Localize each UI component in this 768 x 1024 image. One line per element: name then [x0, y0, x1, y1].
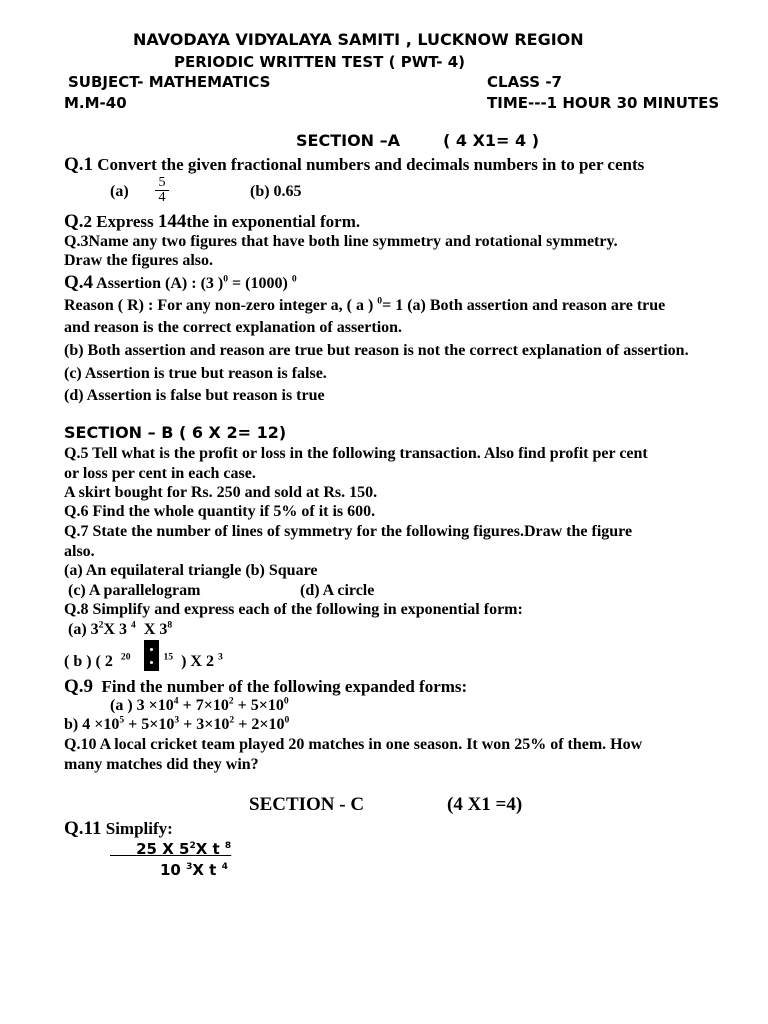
q8b-exp-2: 15	[163, 651, 174, 663]
q4-assertion-mid: = (1000)	[232, 275, 288, 292]
class-label: CLASS -7	[487, 73, 562, 91]
q9b-exp-2: 3	[174, 714, 180, 726]
q9a-term-3: + 5×10	[233, 697, 284, 714]
question-2	[64, 211, 360, 233]
q7-line-1: Q.7 State the number of lines of symmetry for the following figures.Draw the figure	[64, 523, 633, 540]
q9-number: Q.9	[64, 676, 94, 697]
q6-text: Q.6 Find the whole quantity if 5% of it is 600.	[64, 503, 376, 520]
q11-denom-term-1: 10	[160, 861, 181, 879]
q4-assertion-pre: Assertion (A) : (3 )	[96, 275, 224, 292]
q4-exp-c: 0	[377, 295, 383, 307]
test-title: PERIODIC WRITTEN TEST ( PWT- 4)	[174, 53, 466, 71]
q9b-term-4: + 2×10	[234, 716, 285, 733]
q2-pre: Express	[96, 212, 154, 231]
section-a-title: SECTION –A	[296, 131, 401, 150]
q11-text: Simplify:	[105, 819, 173, 838]
q9b-exp-4: 0	[284, 714, 290, 726]
q1-option-a-label: (a)	[110, 183, 129, 200]
q1-text: Convert the given fractional numbers and decimals numbers in to per cents	[97, 155, 645, 174]
q11-numer-exp-2: 8	[224, 841, 232, 851]
q4-option-b: (b) Both assertion and reason are true but reason is not the correct explanation of assertion.	[64, 342, 689, 359]
q7-option-d: (d) A circle	[300, 582, 375, 599]
q8a-base-2: X 3	[103, 621, 128, 638]
q11-numer-term-1: 25 X 5	[136, 840, 190, 858]
q9a-exp-3: 0	[283, 695, 289, 707]
q9-option-b	[64, 716, 289, 734]
q9a-term-2: + 7×10	[178, 697, 229, 714]
q8b-base-1: ( b ) ( 2	[64, 653, 113, 670]
q11-numerator	[110, 840, 231, 858]
q8-option-a	[68, 621, 172, 639]
q4-reason-post: = 1 (a) Both assertion and reason are true	[382, 297, 666, 314]
q11-denom-exp-1: 3	[186, 862, 193, 872]
q1-number: Q.1	[64, 154, 94, 175]
q8a-exp-3: 8	[167, 619, 173, 631]
q3-line-1: Q.3Name any two figures that have both line symmetry and rotational symmetry.	[64, 233, 618, 250]
q8a-exp-2: 4	[131, 619, 136, 631]
q9a-exp-1: 4	[173, 695, 179, 707]
q11-denom-term-2: X t	[192, 861, 217, 879]
q1-option-b: (b) 0.65	[250, 183, 302, 200]
q1-fraction-numerator: 5	[155, 176, 169, 191]
q11-denominator	[160, 861, 228, 879]
q4-number: Q.4	[64, 272, 94, 293]
q10-line-1: Q.10 A local cricket team played 20 matches in one season. It won 25% of them. How	[64, 736, 643, 753]
section-a-marks: ( 4 X1= 4 )	[443, 131, 540, 150]
section-b-title: SECTION – B ( 6 X 2= 12)	[64, 423, 287, 442]
organization-title: NAVODAYA VIDYALAYA SAMITI , LUCKNOW REGION	[133, 30, 584, 49]
q8a-exp-1: 2	[98, 619, 104, 631]
q9b-exp-3: 2	[229, 714, 235, 726]
section-c-title: SECTION - C	[249, 794, 365, 815]
division-sign-icon	[144, 640, 159, 671]
q1-fraction	[155, 176, 169, 205]
q9b-term-1: b) 4 ×10	[64, 716, 120, 733]
q3-line-2: Draw the figures also.	[64, 252, 214, 269]
max-marks-label: M.M-40	[64, 94, 127, 112]
q2-number-digit: 2	[83, 212, 93, 231]
q4-option-d: (d) Assertion is false but reason is true	[64, 387, 325, 404]
section-c-marks: (4 X1 =4)	[447, 794, 523, 815]
q7-option-c: (c) A parallelogram	[68, 582, 201, 599]
q4-reason-pre: Reason ( R) : For any non-zero integer a, ( a )	[64, 297, 374, 314]
q11-number: Q.11	[64, 818, 102, 839]
q4-option-c: (c) Assertion is true but reason is false.	[64, 365, 327, 382]
q4-exp-a: 0	[223, 273, 229, 285]
q9b-term-3: + 3×10	[179, 716, 230, 733]
q7-line-2: also.	[64, 543, 95, 560]
q11-denom-exp-2: 4	[221, 862, 228, 872]
question-1	[64, 154, 644, 176]
q5-line-1: Q.5 Tell what is the profit or loss in the following transaction. Also find profit per cent	[64, 445, 648, 462]
q8a-base-1: (a) 3	[68, 621, 99, 638]
q2-post: the in exponential form.	[186, 212, 361, 231]
q4-line-2: and reason is the correct explanation of assertion.	[64, 319, 403, 336]
q1-fraction-denominator: 4	[158, 190, 166, 205]
question-4	[64, 272, 297, 294]
question-11	[64, 818, 173, 840]
q5-line-3: A skirt bought for Rs. 250 and sold at Rs. 150.	[64, 484, 378, 501]
q5-line-2: or loss per cent in each case.	[64, 465, 256, 482]
time-label: TIME---1 HOUR 30 MINUTES	[487, 94, 720, 112]
q4-exp-b: 0	[291, 273, 297, 285]
q2-number: Q.	[64, 211, 84, 232]
q9b-exp-1: 5	[119, 714, 125, 726]
q9-option-a	[110, 697, 289, 715]
q9-text: Find the number of the following expanded forms:	[101, 677, 468, 696]
q8b-exp-3: 3	[217, 651, 223, 663]
q11-numer-term-2: X t	[195, 840, 220, 858]
q9a-term-1: (a ) 3 ×10	[110, 697, 174, 714]
q9b-term-2: + 5×10	[124, 716, 175, 733]
q8b-exp-1: 20	[120, 651, 131, 663]
q11-numer-exp-1: 2	[189, 841, 196, 851]
q4-reason	[64, 297, 665, 315]
q9a-exp-2: 2	[228, 695, 234, 707]
q8b-base-3: ) X 2	[181, 653, 214, 670]
q8a-base-3: X 3	[143, 621, 168, 638]
q8-text: Q.8 Simplify and express each of the following in exponential form:	[64, 601, 523, 618]
q7-line-3: (a) An equilateral triangle (b) Square	[64, 562, 318, 579]
q10-line-2: many matches did they win?	[64, 756, 259, 773]
question-9	[64, 676, 467, 698]
subject-label: SUBJECT- MATHEMATICS	[68, 73, 271, 91]
q2-number-144: 144	[157, 211, 187, 232]
